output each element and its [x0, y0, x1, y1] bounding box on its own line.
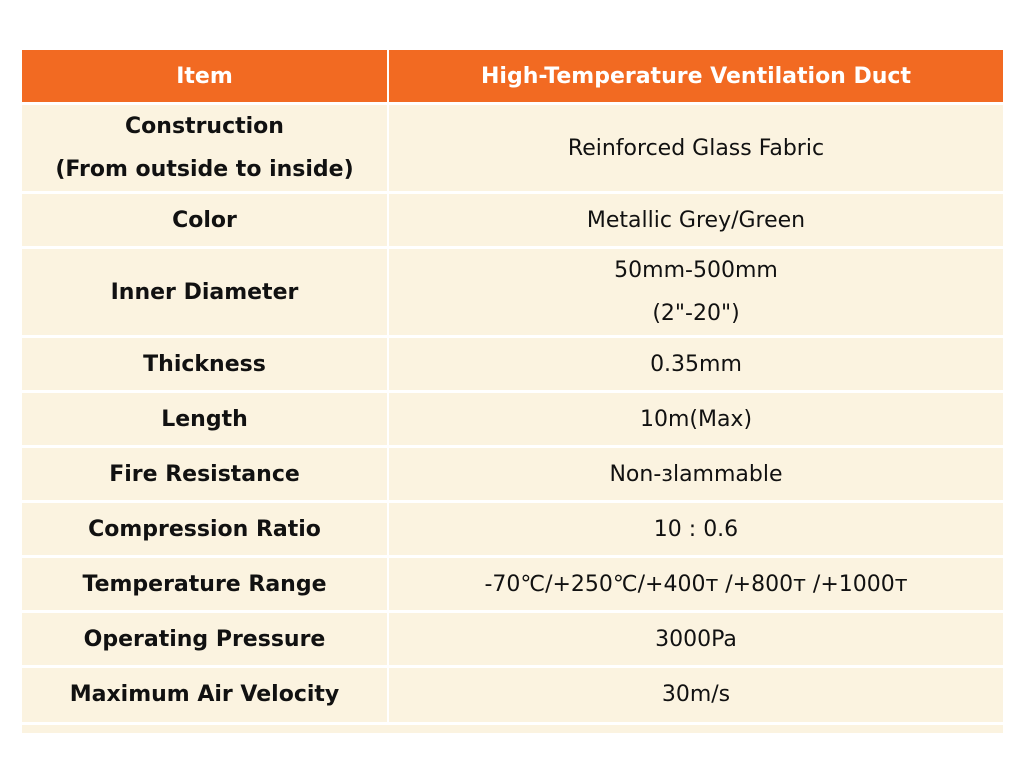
table-row [22, 557, 1003, 612]
row-label-line: Inner Diameter [110, 279, 299, 305]
table-bottom-strip [22, 722, 1003, 733]
header-row [22, 50, 1003, 104]
spec-body [22, 104, 1003, 722]
row-label-line: Length [161, 406, 248, 432]
row-value [388, 557, 1003, 612]
row-value-line: 0.35mm [650, 351, 742, 377]
row-value-line: 30m/s [661, 682, 731, 708]
table-row [22, 104, 1003, 193]
header-item: Item [22, 50, 388, 104]
row-label-line: Operating Pressure [83, 626, 326, 652]
row-label-line: Color [172, 207, 237, 233]
row-label [22, 667, 388, 722]
row-value-line: Reinforced Glass Fabric [567, 135, 825, 161]
table-row [22, 248, 1003, 337]
row-label-line: Maximum Air Velocity [69, 682, 340, 708]
row-value-line: -70℃/+250℃/+400ᴛ /+800ᴛ /+1000ᴛ [484, 571, 908, 597]
row-label [22, 392, 388, 447]
row-label [22, 557, 388, 612]
row-label-line: Construction [125, 114, 284, 139]
spec-table [22, 50, 1003, 722]
row-value [388, 104, 1003, 193]
row-value-line: 50mm-500mm [614, 258, 778, 283]
table-row [22, 193, 1003, 248]
row-value-line: Metallic Grey/Green [586, 207, 806, 233]
row-label [22, 337, 388, 392]
header-product: High-Temperature Ventilation Duct [388, 50, 1003, 104]
row-value-line: (2"-20") [652, 301, 740, 326]
row-label [22, 447, 388, 502]
row-label [22, 502, 388, 557]
row-value [388, 612, 1003, 667]
row-value [388, 447, 1003, 502]
row-label [22, 612, 388, 667]
table-row [22, 392, 1003, 447]
row-value [388, 392, 1003, 447]
row-label-line: Compression Ratio [88, 516, 321, 542]
row-value [388, 502, 1003, 557]
row-value-line: 10m(Max) [639, 406, 753, 432]
table-row [22, 502, 1003, 557]
row-value [388, 248, 1003, 337]
row-label [22, 104, 388, 193]
row-value-line: Non-зlammable [609, 461, 783, 487]
row-label-line: Thickness [143, 351, 266, 377]
table-row [22, 447, 1003, 502]
row-value [388, 193, 1003, 248]
table-row [22, 612, 1003, 667]
row-label-line: Fire Resistance [109, 461, 300, 487]
table-row [22, 667, 1003, 722]
table-row [22, 337, 1003, 392]
row-value-line: 3000Pa [655, 626, 737, 652]
row-label-line: (From outside to inside) [55, 157, 354, 182]
row-value [388, 667, 1003, 722]
row-label-line: Temperature Range [82, 571, 327, 597]
spec-sheet [22, 50, 1003, 733]
row-value [388, 337, 1003, 392]
row-label [22, 193, 388, 248]
row-label [22, 248, 388, 337]
row-value-line: 10 : 0.6 [653, 516, 739, 542]
